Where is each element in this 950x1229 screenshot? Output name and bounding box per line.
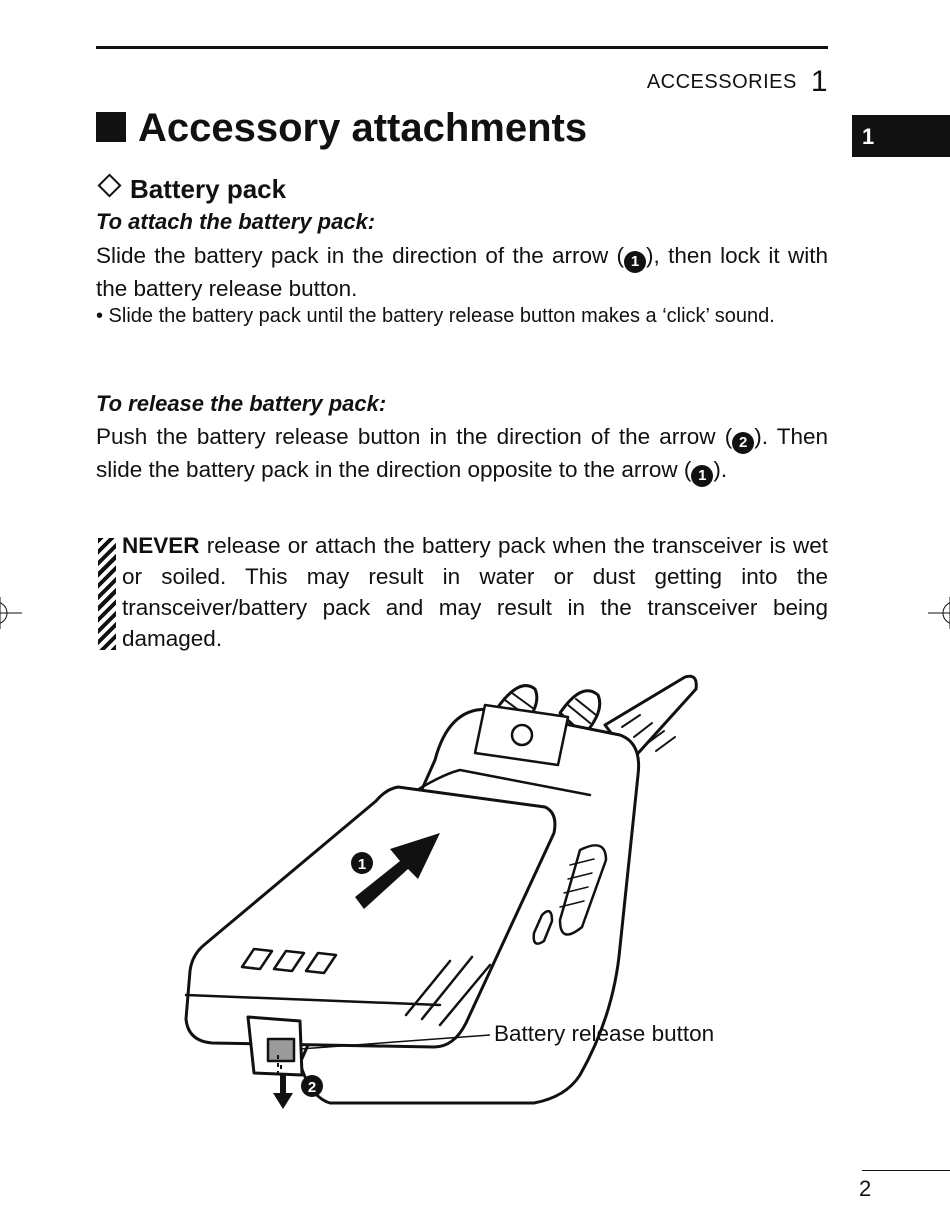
footer-rule: [862, 1170, 950, 1171]
battery-release-callout: Battery release button: [494, 1021, 715, 1046]
release-text-3: ).: [713, 457, 728, 482]
section-title: [96, 106, 587, 151]
diamond-bullet-icon: [97, 173, 121, 197]
arrow-1-marker-label: 1: [357, 856, 367, 873]
release-text-2: ). Then slide the battery pack in the direction opposite to the arrow (: [96, 424, 828, 482]
arrow-2-marker-label: 2: [307, 1079, 317, 1096]
step-2-marker: 2: [732, 432, 754, 454]
caution-emphasis: NEVER: [122, 533, 200, 558]
attach-text-2: ), then lock it with the battery release button.: [96, 243, 828, 301]
running-header: [647, 62, 828, 96]
subsection-title: [96, 174, 286, 205]
square-bullet-icon: [96, 112, 126, 142]
page-number: 2: [859, 1176, 872, 1201]
registration-mark-right: [926, 596, 950, 630]
caution-text: release or attach the battery pack when the transceiver is wet or soiled. This may result in water or dust getting into the transceiver/battery pack and may result in the transceiver being damaged.: [122, 533, 828, 651]
push-arrow-2-shaft: [280, 1073, 286, 1095]
release-heading: To release the battery pack:: [96, 391, 387, 416]
chapter-tab: [852, 115, 950, 157]
attach-bullet: • Slide the battery pack until the battery release button makes a ‘click’ sound.: [96, 305, 775, 327]
release-text-1: Push the battery release button in the direction of the arrow (: [96, 424, 733, 449]
step-1-marker: 1: [624, 251, 646, 273]
release-button-icon: [268, 1039, 294, 1061]
section-title-text: Accessory attachments: [138, 106, 588, 150]
caution-note: [122, 530, 828, 654]
header-rule: [96, 46, 828, 49]
transceiver-battery-illustration: [150, 665, 710, 1115]
running-header-section: ACCESSORIES: [646, 71, 797, 93]
registration-mark-left: [0, 596, 24, 630]
screw-icon: [512, 725, 532, 745]
attach-heading: To attach the battery pack:: [96, 209, 376, 234]
subsection-title-text: Battery pack: [130, 174, 287, 204]
push-arrow-2-icon: [273, 1093, 293, 1109]
release-paragraph: [96, 421, 828, 487]
chapter-tab-number: 1: [862, 124, 875, 149]
caution-hatch-icon: [98, 538, 116, 650]
step-1-marker-ref: 1: [691, 465, 713, 487]
attach-paragraph: [96, 240, 828, 304]
attach-text-1: Slide the battery pack in the direction of the arrow (: [96, 243, 625, 268]
running-header-chapter: 1: [810, 65, 828, 98]
